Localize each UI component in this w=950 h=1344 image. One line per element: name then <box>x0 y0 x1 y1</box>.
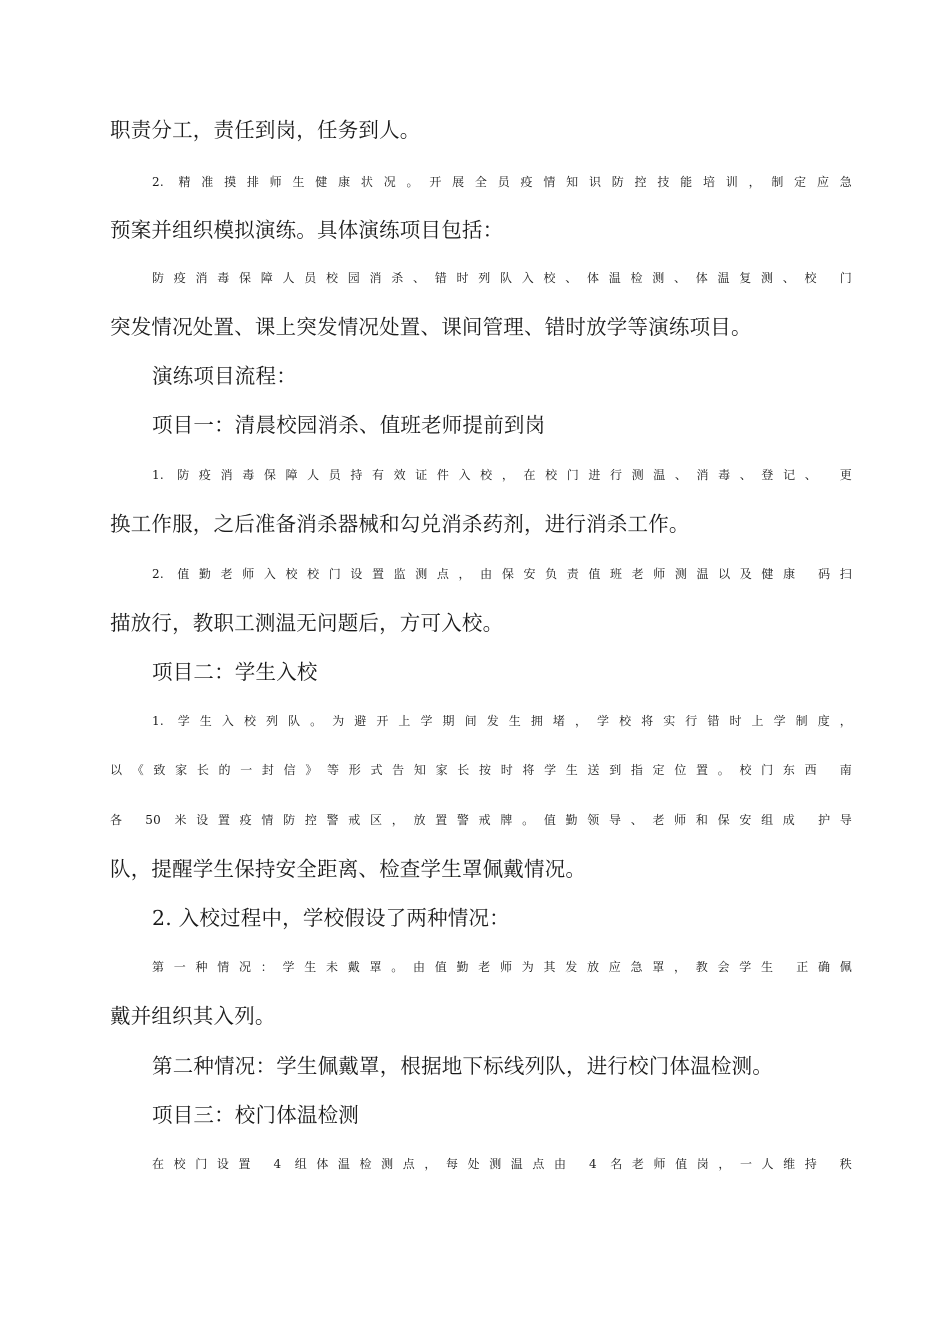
paragraph-line: 换工作服，之后准备消杀器械和勾兑消杀药剂，进行消杀工作。 <box>110 512 690 536</box>
paragraph-line: 防疫消毒保障人员校园消杀、错时列队入校、体温检测、体温复测、校 门 <box>152 271 852 285</box>
paragraph-line: 2. 精准摸排师生健康状况。开展全员疫情知识防控技能培训，制定应急 <box>152 175 852 189</box>
paragraph-line: 职责分工，责任到岗，任务到人。 <box>110 118 421 142</box>
paragraph-line: 第二种情况：学生佩戴罩，根据地下标线列队，进行校门体温检测。 <box>152 1054 773 1078</box>
paragraph-line: 项目三：校门体温检测 <box>152 1103 359 1127</box>
paragraph-line: 2. 值勤老师入校校门设置监测点，由保安负责值班老师测温以及健康 码扫 <box>152 567 852 581</box>
paragraph-line: 演练项目流程： <box>152 364 297 388</box>
paragraph-line: 2. 入校过程中，学校假设了两种情况： <box>152 906 510 930</box>
paragraph-line: 项目二：学生入校 <box>152 660 318 684</box>
paragraph-line: 第一种情况：学生未戴罩。由值勤老师为其发放应急罩，教会学生 正确佩 <box>152 960 852 974</box>
paragraph-line: 戴并组织其入列。 <box>110 1004 276 1028</box>
paragraph-line: 1. 防疫消毒保障人员持有效证件入校，在校门进行测温、消毒、登记、 更 <box>152 468 852 482</box>
paragraph-line: 项目一：清晨校园消杀、值班老师提前到岗 <box>152 413 546 437</box>
paragraph-line: 在校门设置 4 组体温检测点，每处测温点由 4 名老师值岗，一人维持 秩 <box>152 1157 852 1171</box>
paragraph-line: 以《致家长的一封信》等形式告知家长按时将学生送到指定位置。校门东西 南 <box>110 763 852 777</box>
paragraph-line: 1. 学生入校列队。为避开上学期间发生拥堵，学校将实行错时上学制度， <box>152 714 852 728</box>
paragraph-line: 队，提醒学生保持安全距离、检查学生罩佩戴情况。 <box>110 857 587 881</box>
paragraph-line: 预案并组织模拟演练。具体演练项目包括： <box>110 218 504 242</box>
paragraph-line: 描放行，教职工测温无问题后，方可入校。 <box>110 611 504 635</box>
paragraph-line: 各 50 米设置疫情防控警戒区，放置警戒牌。值勤领导、老师和保安组成 护导 <box>110 813 852 827</box>
paragraph-line: 突发情况处置、课上突发情况处置、课间管理、错时放学等演练项目。 <box>110 315 752 339</box>
